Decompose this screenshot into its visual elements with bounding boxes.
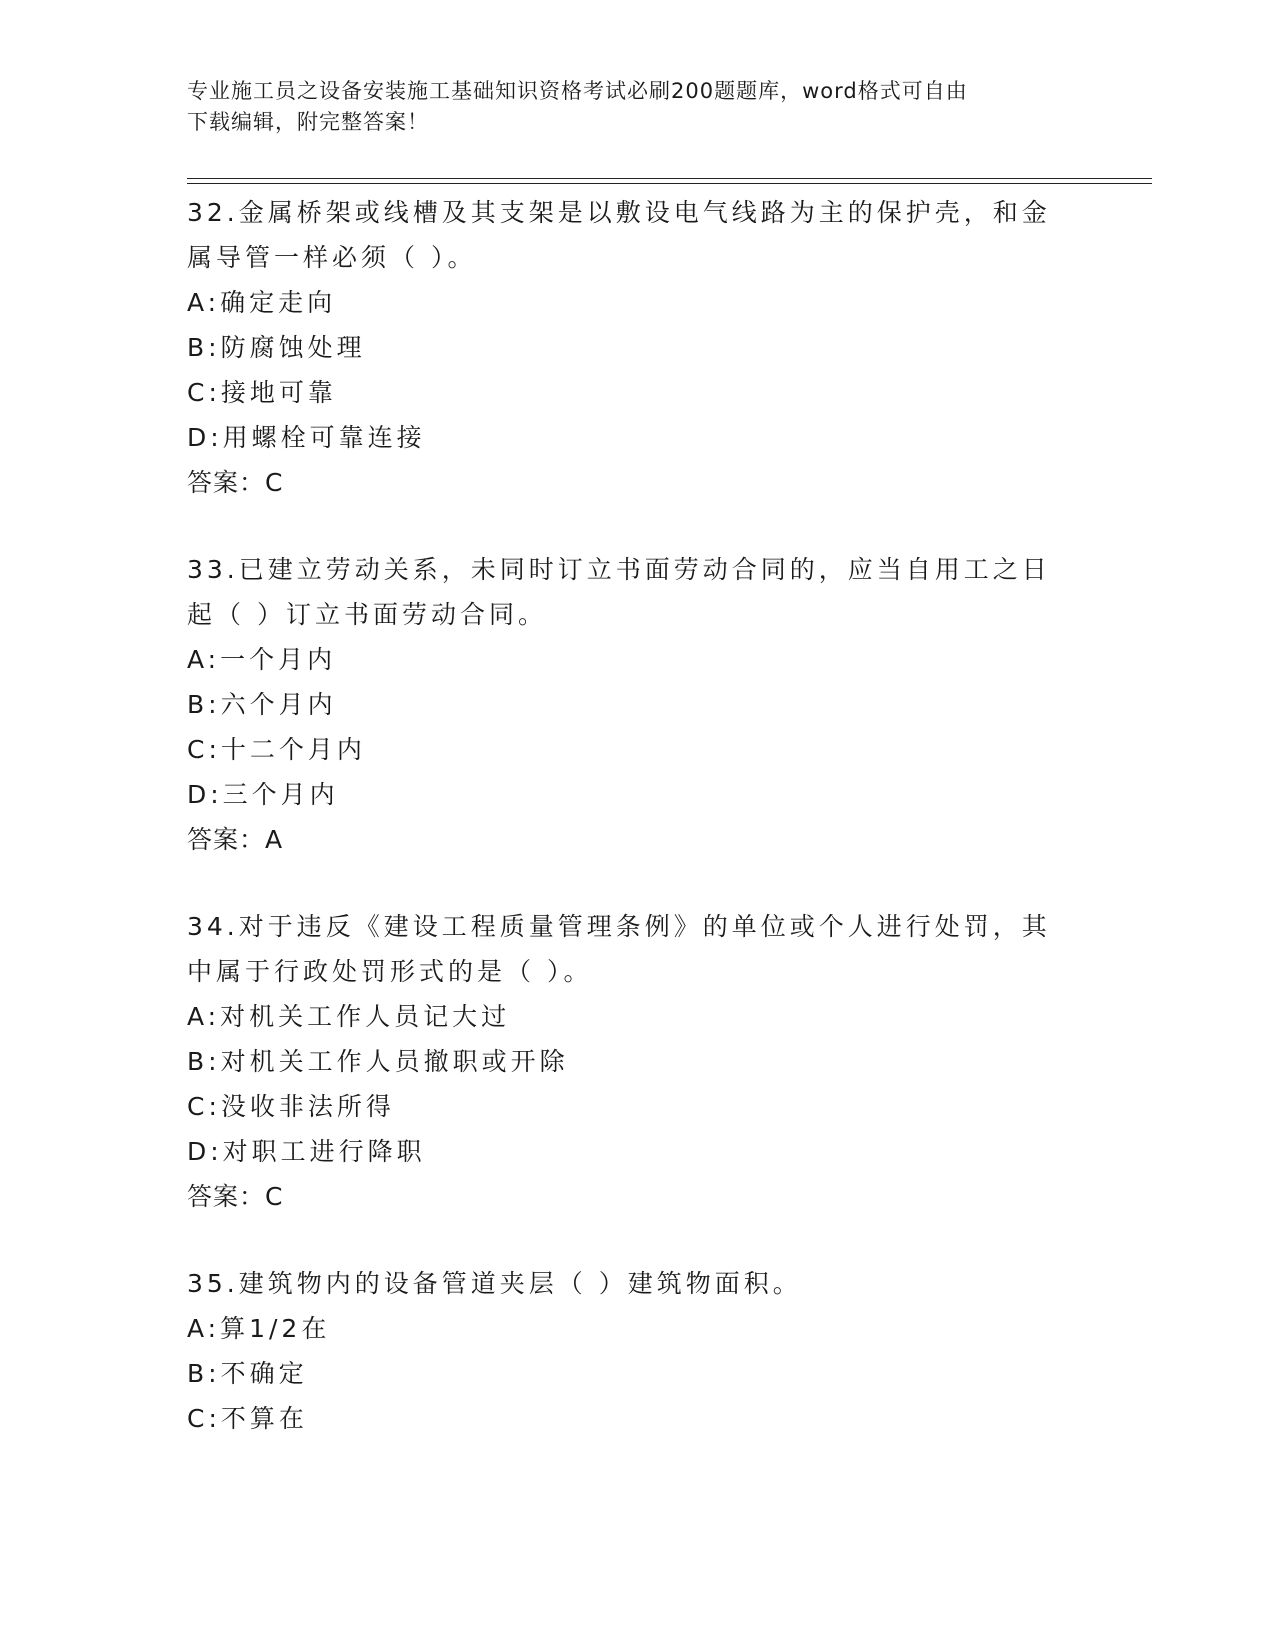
header-rule-top xyxy=(187,178,1152,179)
option-c: C:不算在 xyxy=(187,1404,308,1433)
question-text: 34.对于违反《建设工程质量管理条例》的单位或个人进行处罚，其中属于行政处罚形式的是（ ）。 xyxy=(187,912,1051,986)
answer: 答案：A xyxy=(187,825,284,854)
option-c: C:接地可靠 xyxy=(187,378,337,407)
answer: 答案：C xyxy=(187,1182,284,1211)
option-a: A:对机关工作人员记大过 xyxy=(187,1002,511,1031)
header-line-1: 专业施工员之设备安装施工基础知识资格考试必刷200题题库，word格式可自由 xyxy=(187,79,968,103)
header-line-2: 下载编辑，附完整答案！ xyxy=(187,110,429,134)
question-text: 35.建筑物内的设备管道夹层（ ）建筑物面积。 xyxy=(187,1269,802,1298)
option-a: A:算1/2在 xyxy=(187,1314,331,1343)
option-d: D:用螺栓可靠连接 xyxy=(187,423,426,452)
document-header xyxy=(187,76,1067,138)
option-b: B:对机关工作人员撤职或开除 xyxy=(187,1047,569,1076)
question-32 xyxy=(187,190,1067,505)
option-b: B:防腐蚀处理 xyxy=(187,333,366,362)
answer: 答案：C xyxy=(187,468,284,497)
option-c: C:十二个月内 xyxy=(187,735,366,764)
question-list xyxy=(187,190,1067,1483)
header-rule-bottom xyxy=(187,183,1152,184)
option-a: A:一个月内 xyxy=(187,645,337,674)
question-35 xyxy=(187,1261,1067,1441)
option-a: A:确定走向 xyxy=(187,288,337,317)
option-d: D:对职工进行降职 xyxy=(187,1137,426,1166)
option-c: C:没收非法所得 xyxy=(187,1092,395,1121)
option-b: B:六个月内 xyxy=(187,690,337,719)
question-33 xyxy=(187,547,1067,862)
option-b: B:不确定 xyxy=(187,1359,308,1388)
question-34 xyxy=(187,904,1067,1219)
option-d: D:三个月内 xyxy=(187,780,339,809)
question-text: 33.已建立劳动关系，未同时订立书面劳动合同的，应当自用工之日起（ ）订立书面劳动合同。 xyxy=(187,555,1051,629)
question-text: 32.金属桥架或线槽及其支架是以敷设电气线路为主的保护壳，和金属导管一样必须（ ）。 xyxy=(187,198,1051,272)
